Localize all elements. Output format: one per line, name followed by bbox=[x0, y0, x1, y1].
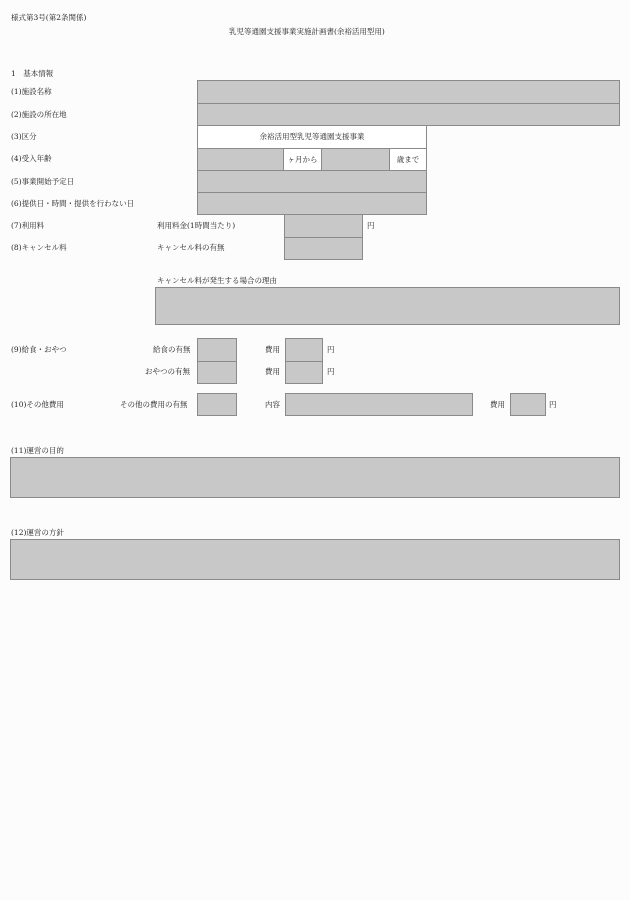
start-date-field[interactable] bbox=[197, 170, 427, 193]
facility-address-field[interactable] bbox=[197, 103, 620, 126]
other-costs-fee-unit: 円 bbox=[549, 400, 557, 409]
facility-name-label: (1)施設名称 bbox=[11, 87, 52, 96]
other-costs-fee-field[interactable] bbox=[510, 393, 546, 416]
service-days-label: (6)提供日・時間・提供を行わない日 bbox=[11, 199, 135, 208]
snack-fee-unit: 円 bbox=[327, 367, 335, 376]
section-heading: 1 基本情報 bbox=[11, 69, 54, 78]
usage-fee-field[interactable] bbox=[284, 214, 363, 238]
other-costs-content-field[interactable] bbox=[285, 393, 473, 416]
lunch-fee-field[interactable] bbox=[285, 338, 323, 362]
facility-name-field[interactable] bbox=[197, 80, 620, 104]
accepted-age-label: (4)受入年齢 bbox=[11, 154, 52, 163]
facility-address-label: (2)施設の所在地 bbox=[11, 110, 67, 119]
other-costs-presence-field[interactable] bbox=[197, 393, 237, 416]
category-value: 余裕活用型乳児等通園支援事業 bbox=[197, 125, 427, 149]
age-to-suffix: 歳まで bbox=[389, 148, 427, 171]
cancel-fee-label: (8)キャンセル料 bbox=[11, 243, 67, 252]
other-costs-presence-label: その他の費用の有無 bbox=[120, 400, 188, 409]
start-date-label: (5)事業開始予定日 bbox=[11, 177, 75, 186]
purpose-field[interactable] bbox=[10, 457, 620, 498]
page-title: 乳児等通園支援事業実施計画書(余裕活用型用) bbox=[229, 27, 385, 36]
snack-fee-field[interactable] bbox=[285, 361, 323, 384]
lunch-fee-unit: 円 bbox=[327, 345, 335, 354]
category-label: (3)区分 bbox=[11, 132, 37, 141]
purpose-label: (11)運営の目的 bbox=[11, 446, 64, 455]
usage-fee-unit: 円 bbox=[367, 221, 375, 230]
form-number: 様式第3号(第2条関係) bbox=[11, 13, 87, 22]
snack-fee-label: 費用 bbox=[265, 367, 280, 376]
other-costs-fee-label: 費用 bbox=[490, 400, 505, 409]
cancel-fee-sublabel: キャンセル料の有無 bbox=[157, 243, 225, 252]
lunch-field[interactable] bbox=[197, 338, 237, 362]
usage-fee-sublabel: 利用料金(1時間当たり) bbox=[157, 221, 236, 230]
age-from-suffix: ヶ月から bbox=[283, 148, 322, 171]
policy-field[interactable] bbox=[10, 539, 620, 580]
cancel-fee-field[interactable] bbox=[284, 237, 363, 260]
snack-label: おやつの有無 bbox=[145, 367, 190, 376]
cancel-reason-label: キャンセル料が発生する場合の理由 bbox=[157, 276, 277, 285]
meals-label: (9)給食・おやつ bbox=[11, 345, 67, 354]
lunch-fee-label: 費用 bbox=[265, 345, 280, 354]
usage-fee-label: (7)利用料 bbox=[11, 221, 45, 230]
policy-label: (12)運営の方針 bbox=[11, 528, 64, 537]
age-from-field[interactable] bbox=[197, 148, 284, 171]
service-days-field[interactable] bbox=[197, 192, 427, 215]
cancel-reason-field[interactable] bbox=[155, 287, 620, 325]
age-to-field[interactable] bbox=[321, 148, 390, 171]
other-costs-label: (10)その他費用 bbox=[11, 400, 64, 409]
lunch-label: 給食の有無 bbox=[153, 345, 191, 354]
snack-field[interactable] bbox=[197, 361, 237, 384]
other-costs-content-label: 内容 bbox=[265, 400, 280, 409]
